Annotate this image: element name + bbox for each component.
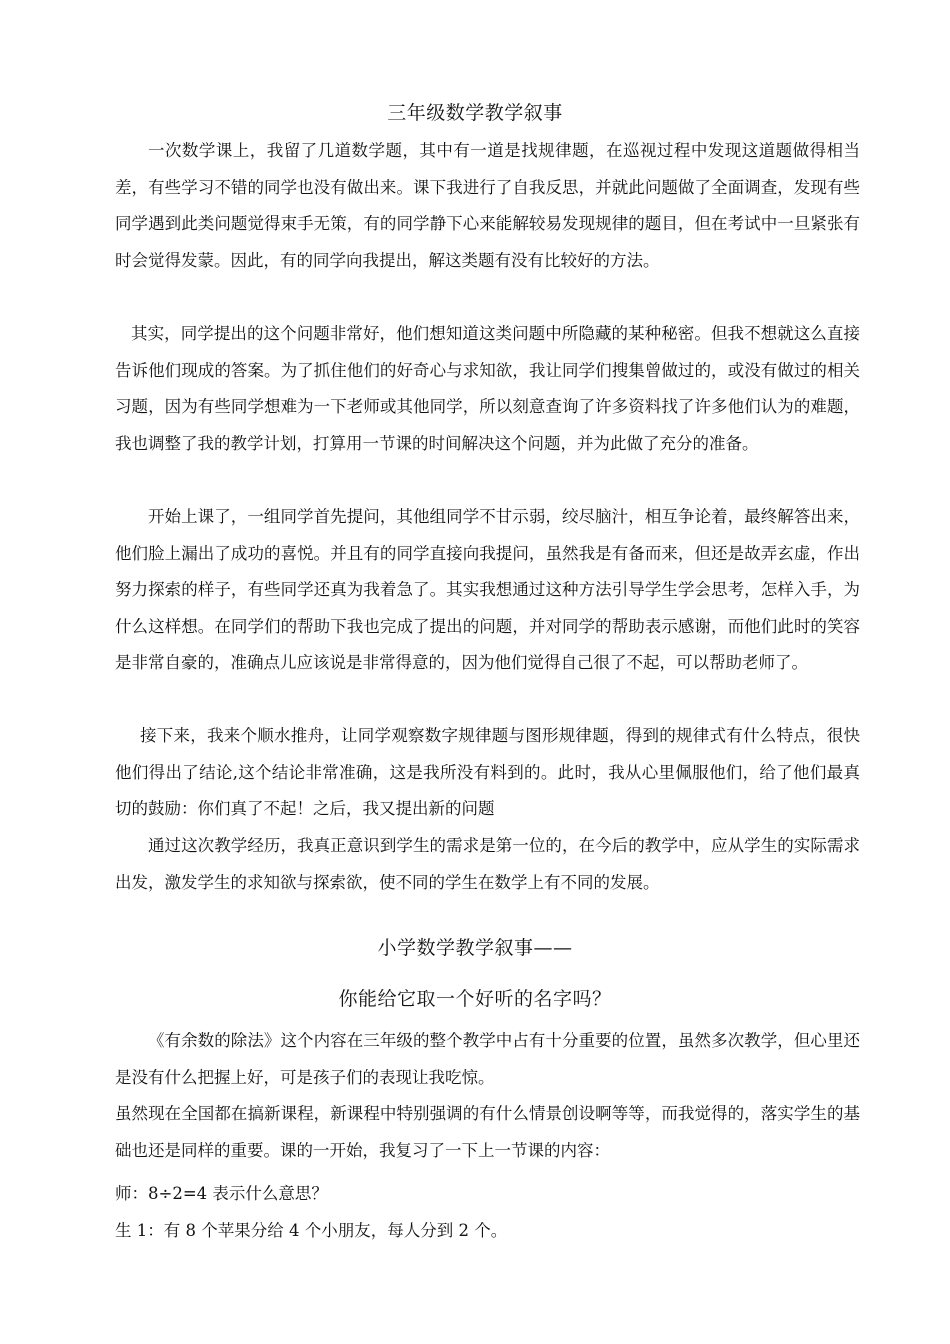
dialogue-line-student: 生 1：有 8 个苹果分给 4 个小朋友，每人分到 2 个。 <box>115 1221 508 1240</box>
section-subtitle: 你能给它取一个好听的名字吗？ <box>338 988 612 1010</box>
section-title: 小学数学教学叙事—— <box>377 937 573 959</box>
paragraph-5: 通过这次教学经历，我真正意识到学生的需求是第一位的，在今后的教学中，应从学生的实际需求出发，激发学生的求知欲与探索欲，使不同的学生在数学上有不同的发展。 <box>115 836 860 892</box>
paragraph-4: 接下来，我来个顺水推舟，让同学观察数字规律题与图形规律题，得到的规律式有什么特点，很快他们得出了结论,这个结论非常准确，这是我所没有料到的。此时，我从心里佩服他们，给了他们最真切的鼓励：你们真了不起！之后，我又提出新的问题 <box>115 726 860 819</box>
paragraph-2: 其实，同学提出的这个问题非常好，他们想知道这类问题中所隐藏的某种秘密。但我不想就这么直接告诉他们现成的答案。为了抓住他们的好奇心与求知欲，我让同学们搜集曾做过的，或没有做过的相关习题，因为有些同学想难为一下老师或其他同学，所以刻意查询了许多资料找了许多他们认为的难题，我也调整了我的教学计划，打算用一节课的时间解决这个问题，并为此做了充分的准备。 <box>115 324 860 453</box>
paragraph-3: 开始上课了，一组同学首先提问，其他组同学不甘示弱，绞尽脑汁，相互争论着，最终解答出来，他们脸上漏出了成功的喜悦。并且有的同学直接向我提问，虽然我是有备而来，但还是故弄玄虚，作出努力探索的样子，有些同学还真为我着急了。其实我想通过这种方法引导学生学会思考，怎样入手，为什么这样想。在同学们的帮助下我也完成了提出的问题，并对同学的帮助表示感谢，而他们此时的笑容是非常自豪的，准确点儿应该说是非常得意的，因为他们觉得自己很了不起，可以帮助老师了。 <box>115 507 860 673</box>
paragraph-1: 一次数学课上，我留了几道数学题，其中有一道是找规律题，在巡视过程中发现这道题做得相当差，有些学习不错的同学也没有做出来。课下我进行了自我反思，并就此问题做了全面调查，发现有些同学遇到此类问题觉得束手无策，有的同学静下心来能解较易发现规律的题目，但在考试中一旦紧张有时会觉得发蒙。因此，有的同学向我提出，解这类题有没有比较好的方法。 <box>115 141 860 270</box>
dialogue-line-teacher: 师：8÷2=4 表示什么意思？ <box>115 1184 328 1203</box>
paragraph-7: 虽然现在全国都在搞新课程，新课程中特别强调的有什么情景创设啊等等，而我觉得的，落实学生的基础也还是同样的重要。课的一开始，我复习了一下上一节课的内容： <box>115 1104 860 1160</box>
paragraph-6: 《有余数的除法》这个内容在三年级的整个教学中占有十分重要的位置，虽然多次教学，但心里还是没有什么把握上好，可是孩子们的表现让我吃惊。 <box>115 1031 860 1087</box>
document-title: 三年级数学教学叙事 <box>387 102 563 124</box>
